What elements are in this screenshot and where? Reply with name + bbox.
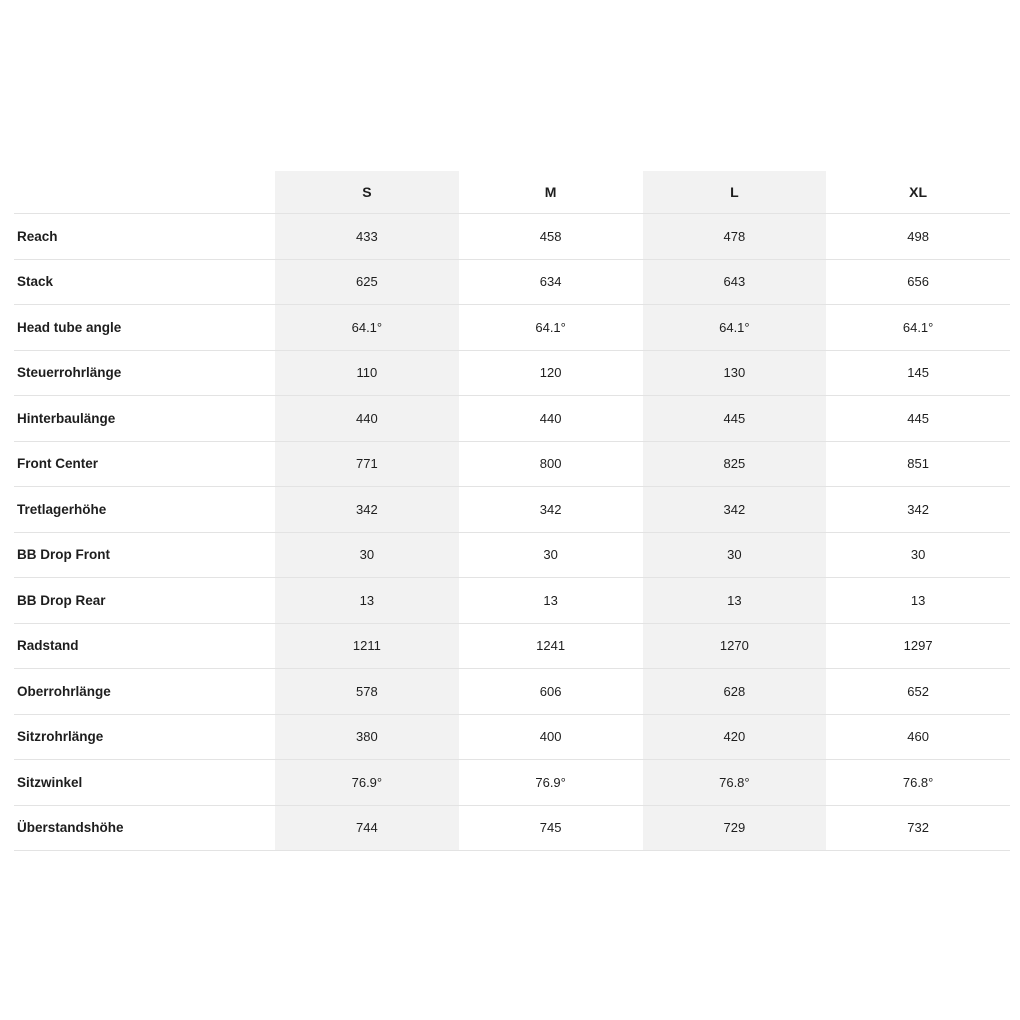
cell-xl: 732 — [826, 805, 1010, 851]
cell-s: 380 — [275, 714, 459, 760]
table-row — [14, 714, 1010, 760]
cell-xl: 342 — [826, 487, 1010, 533]
table-row — [14, 259, 1010, 305]
cell-xl: 656 — [826, 259, 1010, 305]
cell-s: 30 — [275, 532, 459, 578]
cell-m: 30 — [459, 532, 643, 578]
cell-xl: 145 — [826, 350, 1010, 396]
table-body — [14, 214, 1010, 851]
table-row — [14, 532, 1010, 578]
header-row — [14, 171, 1010, 214]
cell-m: 400 — [459, 714, 643, 760]
row-label: Überstandshöhe — [14, 805, 275, 851]
column-header-l: L — [643, 171, 827, 214]
cell-l: 1270 — [643, 623, 827, 669]
row-label: Radstand — [14, 623, 275, 669]
column-header-s: S — [275, 171, 459, 214]
cell-l: 130 — [643, 350, 827, 396]
cell-l: 628 — [643, 669, 827, 715]
cell-xl: 498 — [826, 214, 1010, 260]
row-label: Steuerrohrlänge — [14, 350, 275, 396]
row-label: Head tube angle — [14, 305, 275, 351]
table-row — [14, 396, 1010, 442]
cell-s: 440 — [275, 396, 459, 442]
cell-m: 76.9° — [459, 760, 643, 806]
cell-m: 458 — [459, 214, 643, 260]
cell-s: 578 — [275, 669, 459, 715]
table-row — [14, 578, 1010, 624]
row-label: Front Center — [14, 441, 275, 487]
table-row — [14, 305, 1010, 351]
cell-m: 64.1° — [459, 305, 643, 351]
row-label: BB Drop Front — [14, 532, 275, 578]
table-row — [14, 760, 1010, 806]
cell-s: 1211 — [275, 623, 459, 669]
row-label: Sitzwinkel — [14, 760, 275, 806]
table-row — [14, 487, 1010, 533]
cell-m: 342 — [459, 487, 643, 533]
cell-l: 643 — [643, 259, 827, 305]
geometry-table — [14, 171, 1010, 851]
cell-s: 433 — [275, 214, 459, 260]
table-row — [14, 350, 1010, 396]
cell-s: 625 — [275, 259, 459, 305]
cell-xl: 13 — [826, 578, 1010, 624]
cell-s: 110 — [275, 350, 459, 396]
table-header — [14, 171, 1010, 214]
row-label: Tretlagerhöhe — [14, 487, 275, 533]
cell-m: 120 — [459, 350, 643, 396]
cell-xl: 1297 — [826, 623, 1010, 669]
cell-l: 420 — [643, 714, 827, 760]
cell-l: 13 — [643, 578, 827, 624]
row-label: BB Drop Rear — [14, 578, 275, 624]
table-row — [14, 214, 1010, 260]
table-row — [14, 441, 1010, 487]
cell-s: 744 — [275, 805, 459, 851]
cell-xl: 851 — [826, 441, 1010, 487]
row-label: Reach — [14, 214, 275, 260]
cell-m: 634 — [459, 259, 643, 305]
cell-xl: 64.1° — [826, 305, 1010, 351]
row-label: Hinterbaulänge — [14, 396, 275, 442]
cell-s: 76.9° — [275, 760, 459, 806]
cell-xl: 652 — [826, 669, 1010, 715]
cell-m: 745 — [459, 805, 643, 851]
cell-m: 1241 — [459, 623, 643, 669]
table-row — [14, 669, 1010, 715]
row-label: Oberrohrlänge — [14, 669, 275, 715]
cell-l: 478 — [643, 214, 827, 260]
cell-l: 76.8° — [643, 760, 827, 806]
cell-s: 771 — [275, 441, 459, 487]
cell-xl: 76.8° — [826, 760, 1010, 806]
cell-m: 13 — [459, 578, 643, 624]
cell-s: 342 — [275, 487, 459, 533]
cell-m: 800 — [459, 441, 643, 487]
cell-l: 64.1° — [643, 305, 827, 351]
table-row — [14, 805, 1010, 851]
cell-l: 445 — [643, 396, 827, 442]
cell-l: 342 — [643, 487, 827, 533]
cell-m: 440 — [459, 396, 643, 442]
row-label: Stack — [14, 259, 275, 305]
cell-l: 825 — [643, 441, 827, 487]
column-header-m: M — [459, 171, 643, 214]
cell-l: 729 — [643, 805, 827, 851]
cell-xl: 445 — [826, 396, 1010, 442]
cell-s: 13 — [275, 578, 459, 624]
cell-m: 606 — [459, 669, 643, 715]
cell-l: 30 — [643, 532, 827, 578]
cell-s: 64.1° — [275, 305, 459, 351]
column-header-xl: XL — [826, 171, 1010, 214]
row-label: Sitzrohrlänge — [14, 714, 275, 760]
cell-xl: 30 — [826, 532, 1010, 578]
cell-xl: 460 — [826, 714, 1010, 760]
table-row — [14, 623, 1010, 669]
header-corner-cell — [14, 171, 275, 214]
